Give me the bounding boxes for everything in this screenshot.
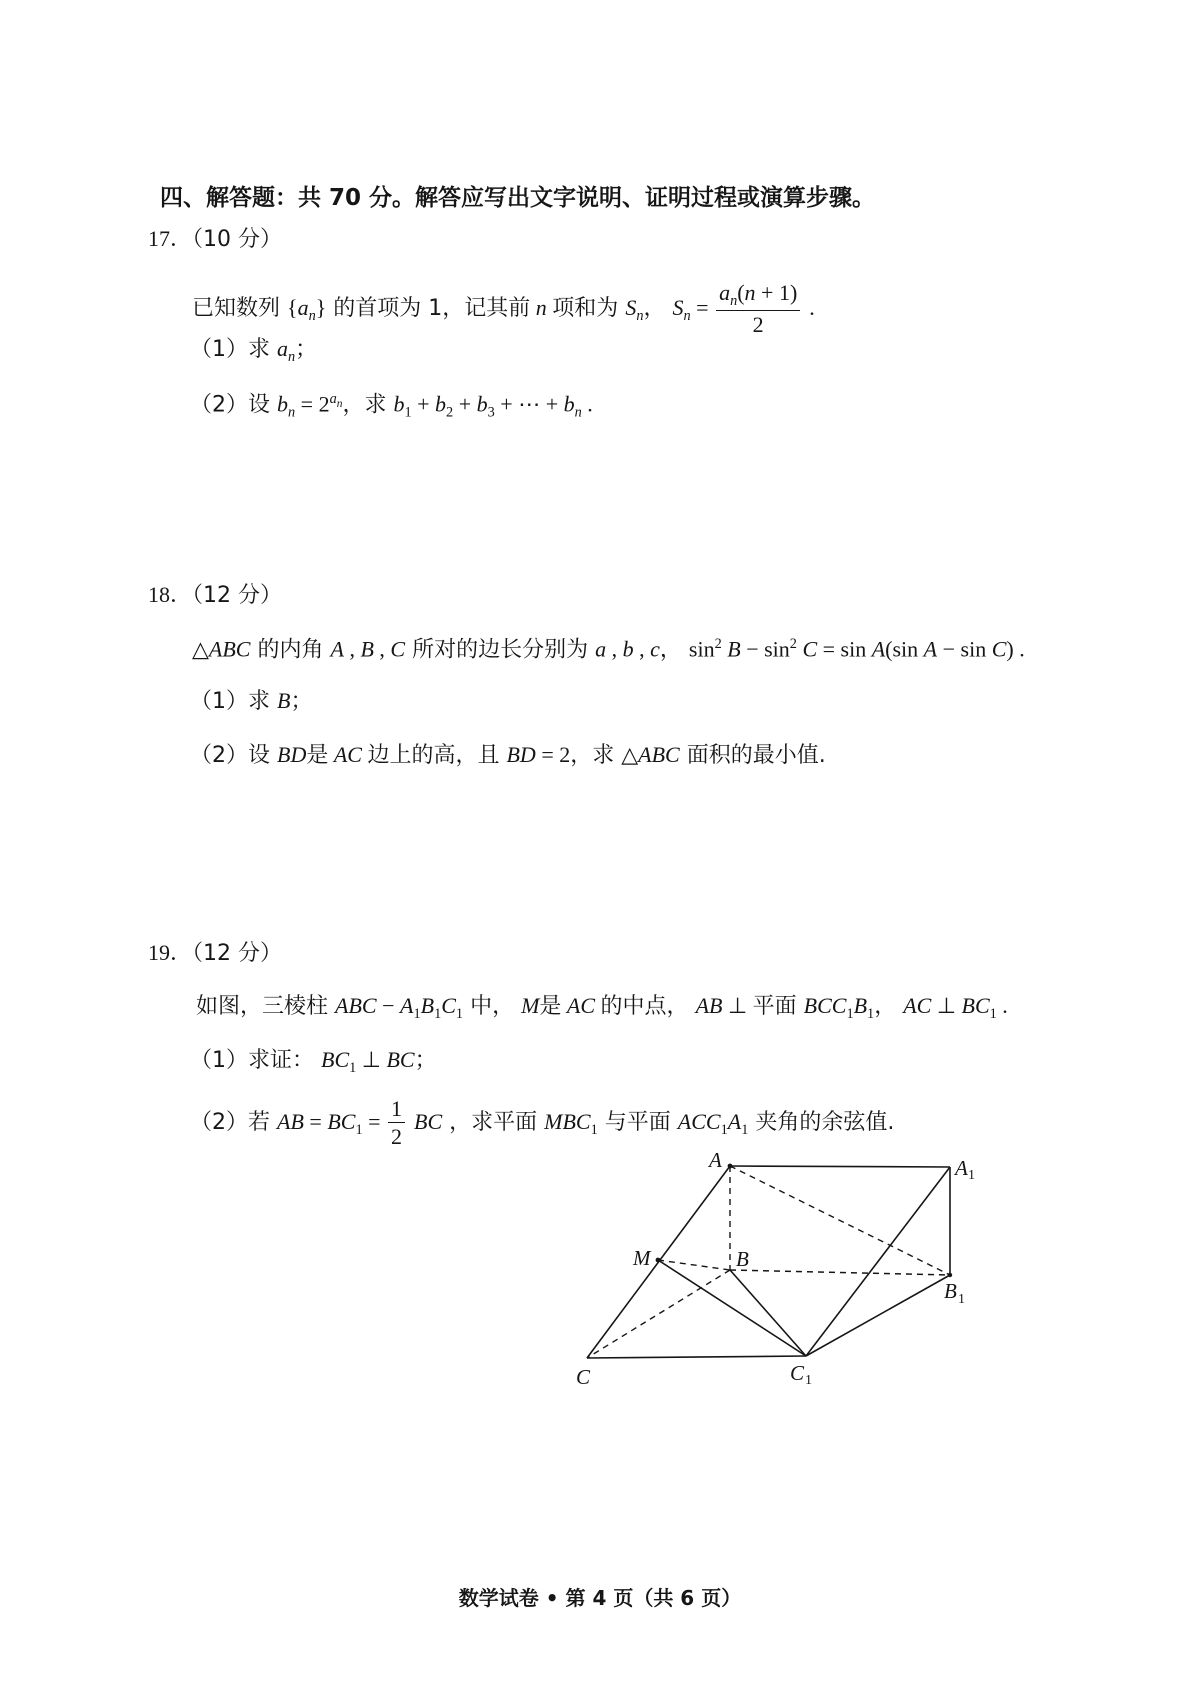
label-M: M [633, 1246, 651, 1270]
q18-header [148, 584, 282, 607]
q18-number: 18． [148, 582, 193, 607]
q19-part2: （2）若 AB = $BC_1$ = $\frac{1}{2}$ BC ，求平面 $MBC_1$ 与平面 $ACC_1A_1$ 夹角的余弦值. [190, 1096, 895, 1149]
q18-stem: △ABC 的内角 A , B , C 所对的边长分别为 a , b , c， $\sin^2 B - \sin^2 C = \sin A(\sin$ A − sin C) . [192, 636, 1025, 663]
label-C1-sub: 1 [805, 1373, 812, 1388]
q17-score: （10 分） [192, 227, 283, 252]
q19-number: 19． [148, 940, 193, 965]
label-A1-sub: 1 [968, 1168, 975, 1183]
edge-BC-dashed [587, 1270, 730, 1358]
q17-number: 17． [148, 226, 193, 251]
edge-CC1 [587, 1356, 806, 1358]
label-B1: B [944, 1279, 957, 1303]
edge-B1C1 [806, 1275, 950, 1356]
label-B1-sub: 1 [958, 1292, 965, 1307]
label-A1: A [955, 1156, 968, 1180]
label-C: C [576, 1365, 591, 1389]
point-M [656, 1258, 661, 1263]
q17-part1: （1）求 $a_n$； [190, 336, 318, 365]
q17-stem: 已知数列 $\{a_n\}$ 的首项为 1，记其前 n 项和为 $S_n$， $S_n$ = $\frac{a_n(n + 1)}{2}$ . [192, 280, 815, 338]
label-A: A [709, 1148, 722, 1172]
prism-diagram [570, 1148, 975, 1370]
label-B: B [736, 1247, 749, 1271]
q19-part1: （1）求证： $BC_1$ ⊥ BC； [190, 1047, 437, 1076]
edge-AA1 [730, 1166, 950, 1167]
q18-part2: （2）设 BD是 AC 边上的高，且 BD = 2，求 △ABC 面积的最小值. [190, 742, 826, 768]
edge-C1A1 [806, 1167, 950, 1356]
page-footer: 数学试卷 • 第 4 页（共 6 页） [458, 1586, 742, 1610]
edge-MB-dashed [658, 1260, 730, 1270]
prism-bottom-labels [570, 1362, 830, 1398]
edge-BC1 [730, 1270, 806, 1356]
edge-BB1-dashed [730, 1270, 950, 1275]
point-A [728, 1164, 733, 1169]
q19-header [148, 942, 282, 965]
q19-fraction: $\frac{1}{2}$ [388, 1098, 405, 1148]
edge-MC1 [658, 1260, 806, 1356]
q17-header [148, 228, 282, 251]
label-C1: C [790, 1361, 805, 1385]
q17-fraction: $\frac{a_n(n + 1)}{2}$ [716, 282, 800, 336]
q19-stem: 如图，三棱柱 ABC − $A_1B_1C_1$ 中， M是 AC 的中点， AB ⊥ 平面 $BCC_1B_1$， AC ⊥ $BC_1$ . [196, 993, 1008, 1022]
q19-score: （12 分） [192, 941, 283, 966]
q18-part1: （1）求 B； [190, 688, 313, 714]
q18-score: （12 分） [192, 583, 283, 608]
point-B1 [948, 1273, 952, 1277]
section-heading: 四、解答题：共 70 分。解答应写出文字说明、证明过程或演算步骤。 [160, 185, 876, 211]
q17-part2: （2）设 $b_n = 2^{a_n}$，求 $b_1 + b_2 + b_3$ + ⋯ + $b_n$ . [190, 391, 593, 421]
edge-AB1-dashed [730, 1166, 950, 1275]
